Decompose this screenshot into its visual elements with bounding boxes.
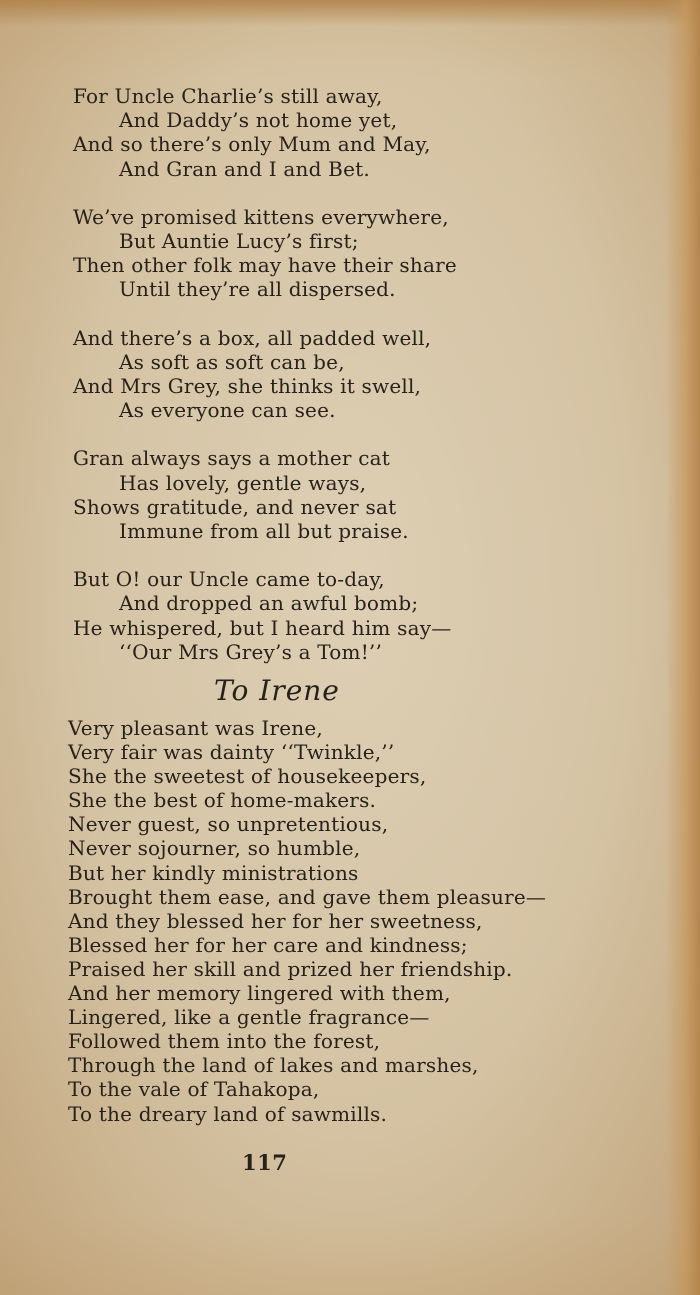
poem-line: She the sweetest of housekeepers, — [68, 764, 427, 789]
poem-line: Until they’re all dispersed. — [119, 277, 396, 302]
poem-line: And there’s a box, all padded well, — [73, 325, 432, 350]
poem-line: As everyone can see. — [119, 398, 336, 423]
poem-line: Shows gratitude, and never sat — [73, 494, 397, 519]
poem-to-irene — [68, 716, 568, 1126]
poem-line: Blessed her for her care and kindness; — [68, 932, 468, 957]
page-top-edge-stain — [0, 0, 700, 26]
poem-line: And her memory lingered with them, — [68, 981, 451, 1006]
poem-line: He whispered, but I heard him say— — [73, 615, 452, 640]
poem-line: And Daddy’s not home yet, — [119, 108, 398, 133]
poem-line: Praised her skill and prized her friendship. — [68, 956, 513, 981]
poem-kittens — [73, 84, 553, 688]
poem-line: Through the land of lakes and marshes, — [68, 1053, 479, 1078]
stanza — [73, 567, 553, 664]
poem-line: And they blessed her for her sweetness, — [68, 908, 483, 933]
poem-line: As soft as soft can be, — [119, 349, 345, 374]
poem-line: Never sojourner, so humble, — [68, 836, 361, 861]
poem-line: And dropped an awful bomb; — [119, 591, 419, 616]
poem-line: And Gran and I and Bet. — [119, 156, 370, 181]
poem-line: Very fair was dainty ‘‘Twinkle,’’ — [68, 740, 395, 765]
poem-line: Brought them ease, and gave them pleasure— — [68, 884, 547, 909]
poem-line: Immune from all but praise. — [119, 519, 409, 544]
stanza — [73, 446, 553, 543]
poem-line: We’ve promised kittens everywhere, — [73, 204, 449, 229]
poem-line: Then other folk may have their share — [73, 253, 457, 278]
stanza — [73, 326, 553, 423]
poem-line: But her kindly ministrations — [68, 860, 359, 885]
poem-line: Never guest, so unpretentious, — [68, 812, 389, 837]
poem-line: Lingered, like a gentle fragrance— — [68, 1005, 430, 1030]
page-right-edge-stain — [666, 0, 700, 1295]
poem-line: She the best of home-makers. — [68, 788, 377, 813]
poem-line: For Uncle Charlie’s still away, — [73, 84, 383, 108]
poem-line: But O! our Uncle came to-day, — [73, 567, 385, 592]
poem-line: To the dreary land of sawmills. — [68, 1101, 388, 1126]
poem-line: Very pleasant was Irene, — [68, 716, 323, 740]
poem-line: Has lovely, gentle ways, — [119, 470, 367, 495]
poem-line: Gran always says a mother cat — [73, 446, 391, 471]
poem-line: But Auntie Lucy’s first; — [119, 229, 359, 254]
poem-line: And so there’s only Mum and May, — [73, 132, 431, 157]
page-number: 117 — [242, 1150, 288, 1175]
stanza — [73, 84, 553, 181]
stanza — [73, 205, 553, 302]
poem-title: To Irene — [214, 674, 340, 707]
poem-line: Followed them into the forest, — [68, 1029, 381, 1054]
poem-line: And Mrs Grey, she thinks it swell, — [73, 374, 422, 399]
poem-line: ‘‘Our Mrs Grey’s a Tom!’’ — [119, 639, 383, 664]
poem-line: To the vale of Tahakopa, — [68, 1077, 320, 1102]
